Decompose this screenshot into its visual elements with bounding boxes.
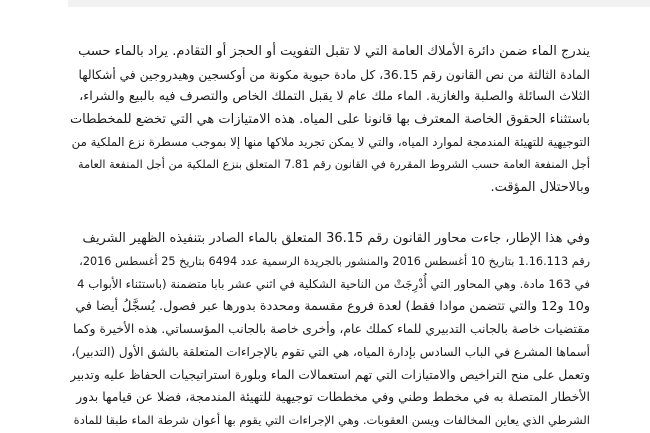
paragraph-line: المادة الثالثة من نص القانون رقم 36.15، كل مادة حيوية مكونة من أوكسجين وهيدروجين في أشكالها [78,67,590,82]
paragraph-line: الشرطي الذي يعاين المخالفات ويسن العقوبات. وهي الإجراءات التي يقوم بها أعوان شرطة الماء طبقا للمادة [73,412,590,427]
paragraph-line: أجل المنفعة العامة حسب الشروط المقررة في القانون رقم 7.81 المتعلق بنزع الملكية من أجل المنفعة العامة [78,157,590,171]
paragraph-line: يندرج الماء ضمن دائرة الأملاك العامة التي لا تقبل التفويت أو الحجز أو التقادم. يراد بالماء حسب [78,44,590,59]
paragraph-line: أسماها المشرع في الباب السادس بإدارة المياه، هي التي تقوم بالإجراءات المتعلقة بالشق الأول (التدبير)، [71,344,590,359]
paragraph-line: التوجيهية للتهيئة المندمجة لموارد المياه، والتي لا يمكن تجريد ملاكها منها إلا بموجب مسطرة نزع الملكية من [71,135,590,150]
paragraph-line: باستثناء الحقوق الخاصة المعترف بها قانونا على المياه. هذه الامتيازات هي التي تخضع للمخططات [70,111,590,127]
paragraph-line: في 163 مادة. وهي المحاور التي أُدْرِجَتْ من الناحية الشكلية في اثني عشر بابا متضمنة (باستثناء الأبواب 4 [77,277,590,292]
paragraph-line: الأخطار المتصلة به في مخطط وطني وفي مخططات توجيهية للتهيئة المندمجة، فضلا عن قيامها بدور [76,389,590,405]
paragraph-line: وبالاحتلال المؤقت. [490,179,590,195]
header-divider [68,0,650,7]
paragraph-line: وفي هذا الإطار، جاءت محاور القانون رقم 36.15 المتعلق بالماء الصادر بتنفيذه الظهير الشريف [82,231,590,246]
paragraph-line: الثلاث السائلة والصلبة والغازية. الماء ملك عام لا يقبل التملك الخاص والتصرف فيه بالبيع والشراء، [79,89,590,105]
paragraph-water-public-domain [70,41,590,199]
paragraph-line: و10 و12 والتي تتضمن موادا فقط) لعدة فروع مقسمة ومحددة بدورها عبر فصول. يُسجَّلُ أيضا في [75,298,590,314]
paragraph-line: وتعمل على منح التراخيص والامتيازات التي تهم استعمالات الماء وبلورة استراتيجيات الحفاظ عليه وتدبير [70,367,590,382]
paragraph-line: مقتضيات خاصة بالجانب التدبيري للماء كملك عام، وأخرى خاصة بالجانب المؤسساتي. هذه الأخيرة وكما [73,322,590,337]
paragraph-law-36-15-structure [70,228,590,431]
paragraph-line: رقم 1.16.113 بتاريخ 10 أغسطس 2016 والمنشور بالجريدة الرسمية عدد 6494 بتاريخ 25 أغسطس 2016، [79,254,590,268]
